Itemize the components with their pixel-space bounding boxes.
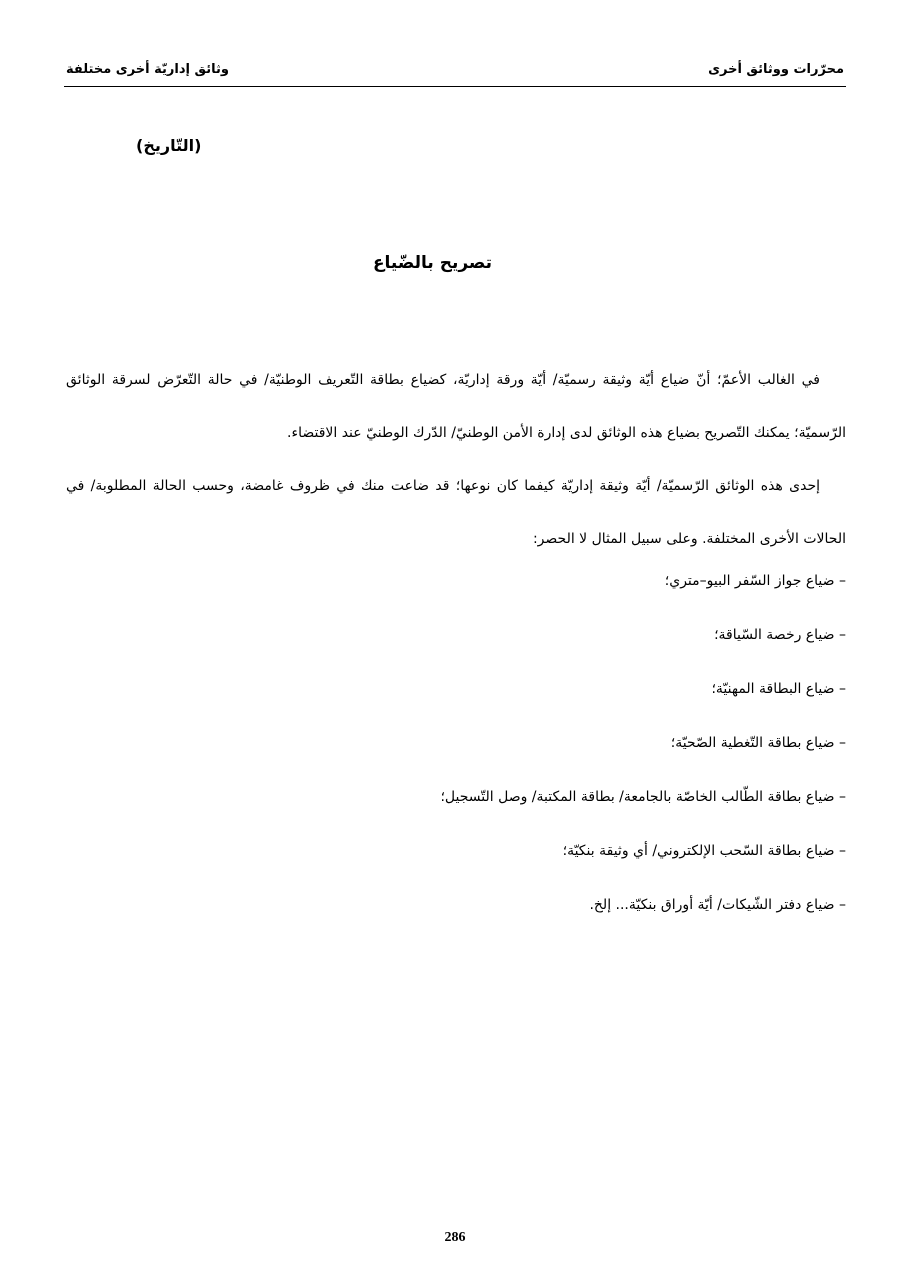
list-item: – ضياع رخصة السّياقة؛ xyxy=(714,627,846,643)
running-header-right: محرّرات ووثائق أخرى xyxy=(708,62,844,77)
list-item: – ضياع البطاقة المهنيّة؛ xyxy=(711,681,846,697)
page-number: 286 xyxy=(444,1230,466,1245)
running-header-left: وثائق إداريّة أخرى مختلفة xyxy=(66,62,229,77)
header-divider xyxy=(64,86,846,87)
list-item: – ضياع دفتر الشّيكات/ أيّة أوراق بنكيّة... إلخ. xyxy=(589,897,846,913)
list-item: – ضياع بطاقة السّحب الإلكتروني/ أي وثيقة بنكيّة؛ xyxy=(562,843,846,859)
date-placeholder: (التّاريخ) xyxy=(136,136,202,155)
paragraph-context: إحدى هذه الوثائق الرّسميّة/ أيّة وثيقة إداريّة كيفما كان نوعها؛ قد ضاعت منك في ظروف غامضة، وحسب الحالة المطلوبة/ في الحالات الأخرى المختلفة. وعلى سبيل المثال لا الحصر: xyxy=(66,478,846,547)
list-item: – ضياع جواز السّفر البيو–متري؛ xyxy=(664,573,846,589)
document-body xyxy=(66,354,846,566)
list-item: – ضياع بطاقة التّغطية الصّحيّة؛ xyxy=(670,735,846,751)
lost-documents-list xyxy=(440,568,846,946)
paragraph-intro: في الغالب الأعمّ؛ أنّ ضياع أيّة وثيقة رسميّة/ أيّة ورقة إداريّة، كضياع بطاقة التّعريف الوطنيّة/ في حالة التّعرّض لسرقة الوثائق الرّسميّة؛ يمكنك التّصريح بضياع هذه الوثائق لدى إدارة الأمن الوطنيّ/ الدّرك الوطنيّ عند الاقتضاء. xyxy=(66,372,846,441)
document-title: تصريح بالضّياع xyxy=(372,253,493,273)
list-item: – ضياع بطاقة الطّالب الخاصّة بالجامعة/ بطاقة المكتبة/ وصل التّسجيل؛ xyxy=(440,789,846,805)
